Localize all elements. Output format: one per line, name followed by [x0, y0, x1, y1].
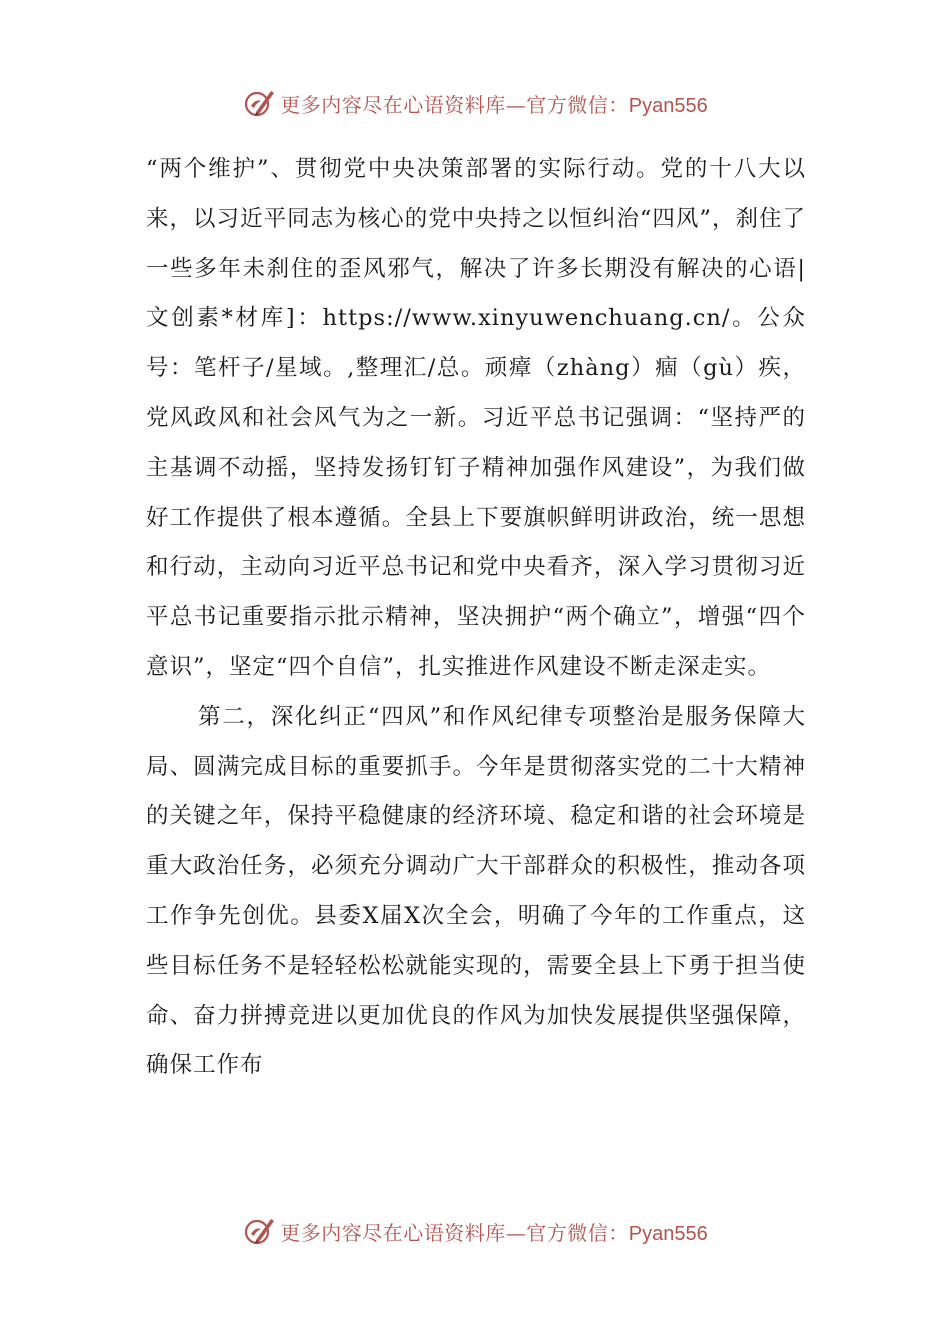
paragraph-1: “两个维护”、贯彻党中央决策部署的实际行动。党的十八大以来，以习近平同志为核心的党中央持之以恒纠治“四风”，刹住了一些多年未刹住的歪风邪气，解决了许多长期没有解决的心语|文创素*材库]：https://www.xinyuwenchuang.cn/。公众号：笔杆子/星域。,整理汇/总。顽瘴（zhàng）痼（gù）疾，党风政风和社会风气为之一新。习近平总书记强调：“坚持严的主基调不动摇，坚持发扬钉钉子精神加强作风建设”，为我们做好工作提供了根本遵循。全县上下要旗帜鲜明讲政治，统一思想和行动，主动向习近平总书记和党中央看齐，深入学习贯彻习近平总书记重要指示批示精神，坚决拥护“两个确立”，增强“四个意识”，坚定“四个自信”，扎实推进作风建设不断走深走实。 — [146, 156, 806, 680]
pen-circle-logo-icon — [242, 1214, 276, 1248]
banner-text: 更多内容尽在心语资料库—官方微信：Pyan556 — [280, 1220, 708, 1245]
banner-text: 更多内容尽在心语资料库—官方微信：Pyan556 — [280, 92, 708, 117]
footer-banner — [0, 1211, 950, 1251]
paragraph-2: 第二，深化纠正“四风”和作风纪律专项整治是服务保障大局、圆满完成目标的重要抓手。今年是贯彻落实党的二十大精神的关键之年，保持平稳健康的经济环境、稳定和谐的社会环境是重大政治任务，必须充分调动广大干部群众的积极性，推动各项工作争先创优。县委X届X次全会，明确了今年的工作重点，这些目标任务不是轻轻松松就能实现的，需要全县上下勇于担当使命、奋力拼搏竞进以更加优良的作风为加快发展提供坚强保障，确保工作布 — [146, 703, 806, 1079]
header-banner — [0, 83, 950, 123]
wechat-id: Pyan556 — [628, 1222, 708, 1245]
document-body — [146, 145, 806, 1091]
pen-circle-logo-icon — [242, 86, 276, 120]
wechat-id: Pyan556 — [628, 94, 708, 117]
